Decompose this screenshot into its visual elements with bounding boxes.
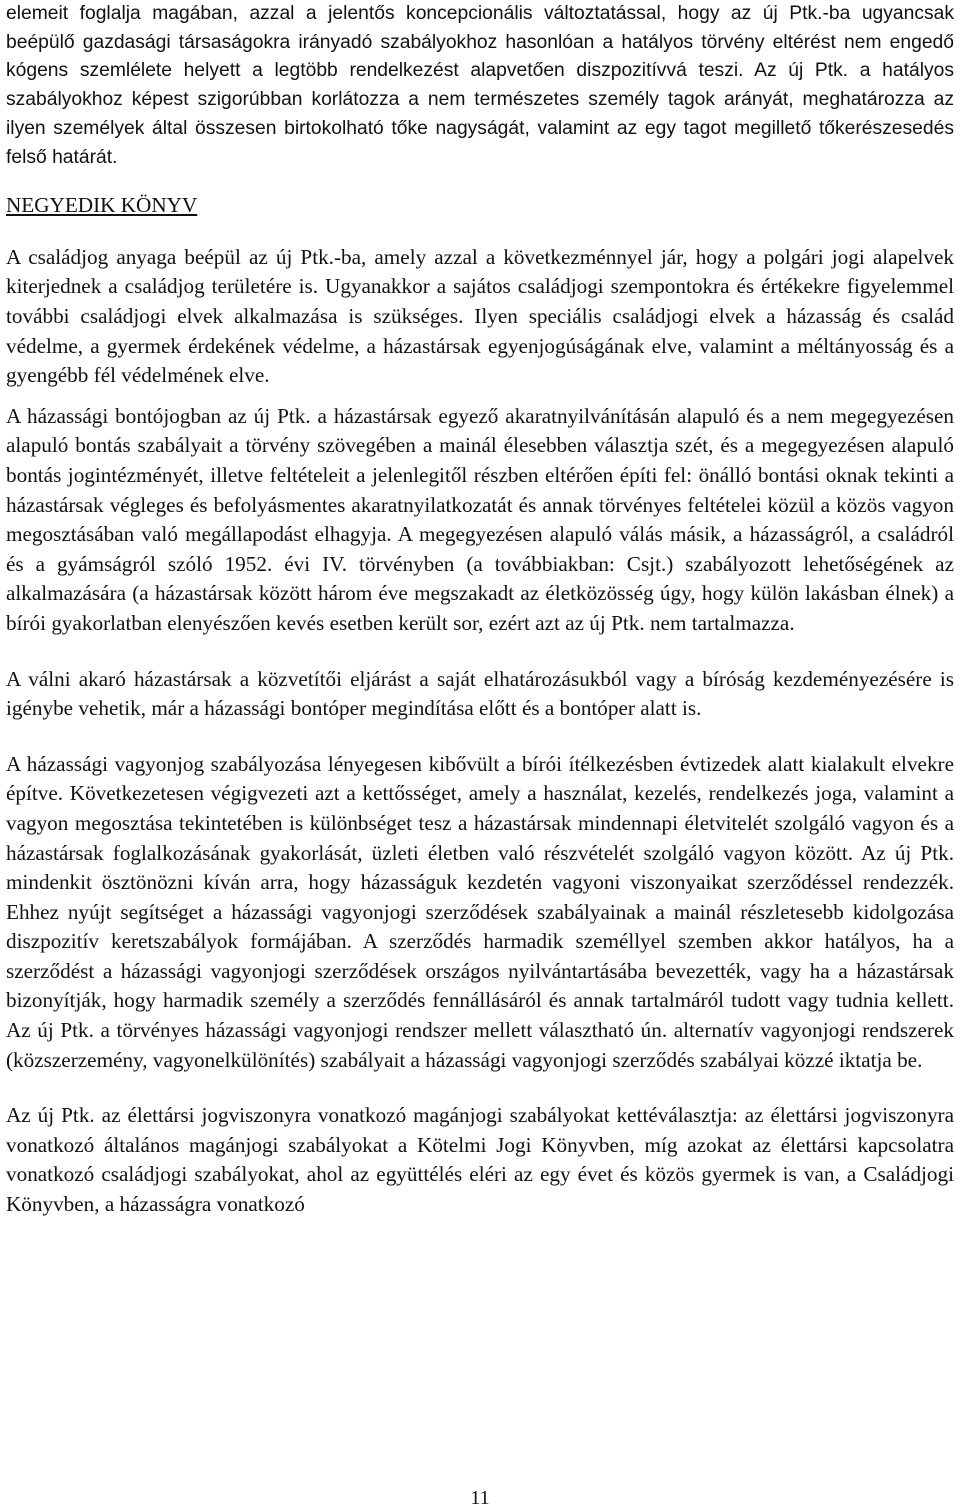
paragraph-divorce-law: A házassági bontójogban az új Ptk. a házastársak egyező akaratnyilvánításán alapuló és a nem megegyezésen alapuló bontás szabályait a törvény szövegében a mainál élesebben választja szét, és a megegyezésen alapuló bontás jogintézményét, illetve feltételeit a jelenlegitől részben eltérően építi fel: önálló bontási oknak tekinti a házastársak végleges és befolyásmentes akaratnyilatkozatát és annak törvényes feltételei közül a közös vagyon megosztásában való megállapodást elhagyja. A megegyezésen alapuló válás másik, a házasságról, a családról és a gyámságról szóló 1952. évi IV. törvényben (a továbbiakban: Csjt.) szabályozott lehetőségének az alkalmazására (a házastársak között három éve megszakadt az életközösség úgy, hogy külön lakásban élnek) a bírói gyakorlatban elenyészően kevés esetben került sor, ezért azt az új Ptk. nem tartalmazza.: [6, 403, 954, 635]
paragraph-cohabitation: Az új Ptk. az élettársi jogviszonyra vonatkozó magánjogi szabályokat kettéválasztja: az élettársi jogviszonyra vonatkozó általános magánjogi szabályokat a Kötelmi Jogi Könyvben, míg azokat az élettársi kapcsolatra vonatkozó családjogi szabályokat, ahol az együttélés eléri az egy évet és közös gyermek is van, a Családjogi Könyvben, a házasságra vonatkozó: [6, 1103, 954, 1217]
document-page: [6, 0, 954, 1220]
paragraph-family-law-intro: A családjog anyaga beépül az új Ptk.-ba, amely azzal a következménnyel jár, hogy a polgári jogi alapelvek kiterjednek a családjog területére is. Ugyanakkor a sajátos családjogi szempontokra és értékekre figyelemmel további családjogi elvek alkalmazása is szükséges. Ilyen speciális családjogi elvek a házasság és család védelme, a gyermek érdekének védelme, a házastársak egyenjogúságának elve, valamint a méltányosság és a gyengébb fél védelmének elve.: [6, 244, 954, 388]
paragraph-company-law-continuation: elemeit foglalja magában, azzal a jelentős koncepcionális változtatással, hogy az új Ptk.-ba ugyancsak beépülő gazdasági társaságokra irányadó szabályokhoz hasonlóan a hatályos törvény eltérést nem engedő kógens szemlélete helyett a legtöbb rendelkezést alapvetően diszpozitívvá teszi. Az új Ptk. a hatályos szabályokhoz képest szigorúbban korlátozza a nem természetes személy tagok arányát, meghatározza az ilyen személyek által összesen birtokolható tőke nagyságát, valamint az egy tagot megillető tőkerészesedés felső határát.: [6, 3, 954, 168]
page-number: 11: [470, 1487, 490, 1509]
paragraph-matrimonial-property: A házassági vagyonjog szabályozása lényegesen kibővült a bírói ítélkezésben évtizedek alatt kialakult elvekre építve. Következetesen végigvezeti azt a kettősséget, amely a használat, kezelés, rendelkezés joga, valamint a vagyon megosztása tekintetében is különbséget tesz a házastársak mindennapi életvitelét szolgáló vagyon és a házastársak foglalkozásának gyakorlását, üzleti életben való részvételét szolgáló vagyon között. Az új Ptk. mindenkit ösztönözni kíván arra, hogy házasságuk kezdetén vagyoni viszonyaikat szerződéssel rendezzék. Ehhez nyújt segítséget a házassági vagyonjogi szerződések szabályainak a mainál részletesebb kidolgozása diszpozitív keretszabályok formájában. A szerződés harmadik személlyel szemben akkor hatályos, ha a szerződést a házassági vagyonjogi szerződések országos nyilvántartásába bevezették, vagy ha a házastársak bizonyítják, hogy harmadik személy a szerződés fennállásáról és annak tartalmáról tudott vagy tudnia kellett. Az új Ptk. a törvényes házassági vagyonjogi rendszer mellett választható ún. alternatív vagyonjogi rendszerek (közszerzemény, vagyonelkülönítés) szabályait a házassági vagyonjogi szerződés szabályai közzé iktatja be.: [6, 751, 954, 1072]
paragraph-mediation: A válni akaró házastársak a közvetítői eljárást a saját elhatározásukból vagy a bíróság kezdeményezésére is igénybe vehetik, már a házassági bontóper megindítása előtt és a bontóper alatt is.: [6, 666, 954, 721]
section-heading: NEGYEDIK KÖNYV: [6, 193, 198, 218]
